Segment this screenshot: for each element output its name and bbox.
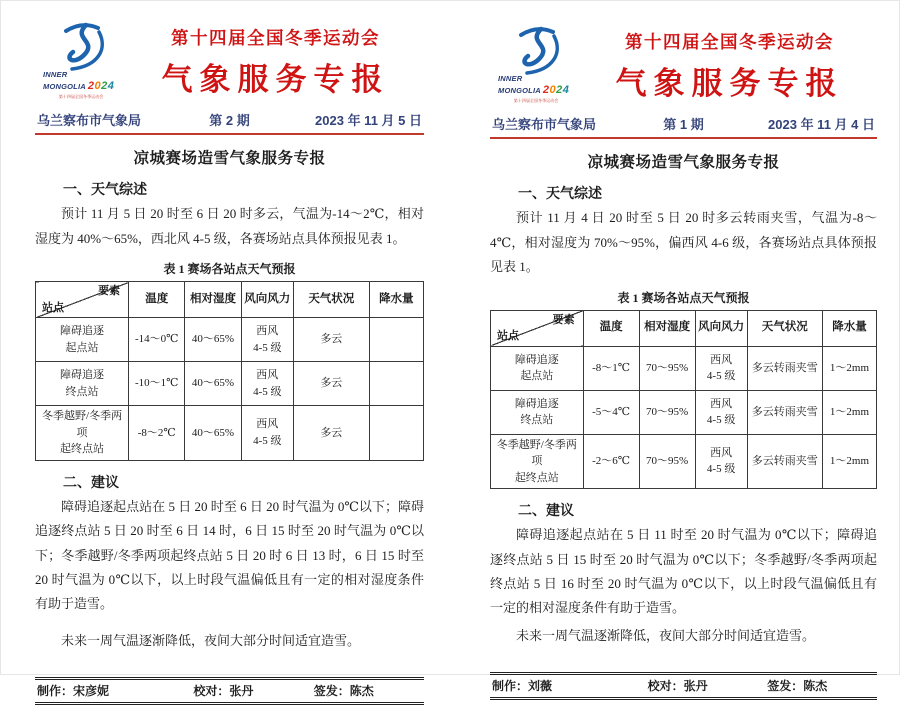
issue-info-row bbox=[35, 110, 424, 135]
precipitation-cell: 1～2mm bbox=[822, 346, 876, 390]
logo-wordmark bbox=[43, 71, 127, 92]
masthead-titles bbox=[582, 21, 877, 103]
event-title: 第十四届全国冬季运动会 bbox=[171, 28, 380, 48]
logo-inner-text: INNER bbox=[498, 74, 523, 83]
advice-paragraph: 障碍追逐起点站在 5 日 11 时至 20 时气温为 0℃以下；障碍追逐终点站 5 日 15 时至 20 时气温为 0℃以下；冬季越野/冬季两项起终点站 5 日 16 时至 20 时气温为 0℃以下，以上时段气温偏低且有一定的相对湿度条件有助于造雪。 bbox=[490, 527, 877, 616]
col-header-temperature: 温度 bbox=[129, 282, 185, 318]
wind-cell: 西风 4-5 级 bbox=[695, 390, 747, 434]
station-cell: 障碍追逐 起点站 bbox=[491, 346, 584, 390]
event-title: 第十四届全国冬季运动会 bbox=[625, 32, 834, 52]
issue-number: 第 1 期 bbox=[663, 117, 704, 133]
wind-cell: 西风 4-5 级 bbox=[241, 406, 293, 461]
precipitation-cell bbox=[369, 406, 423, 461]
humidity-cell: 70～95% bbox=[639, 434, 695, 489]
forecast-table bbox=[35, 281, 424, 461]
weather-cell: 多云转雨夹雪 bbox=[747, 434, 822, 489]
signer-credit: 签发：陈杰 bbox=[313, 684, 374, 699]
bulletin-page-issue-2 bbox=[1, 1, 450, 699]
humidity-cell: 70～95% bbox=[639, 346, 695, 390]
temperature-cell: -5～4℃ bbox=[583, 390, 639, 434]
weather-cell: 多云 bbox=[293, 318, 369, 362]
weather-cell: 多云 bbox=[293, 406, 369, 461]
table-row bbox=[36, 362, 424, 406]
col-header-weather: 天气状况 bbox=[293, 282, 369, 318]
col-header-wind: 风向风力 bbox=[241, 282, 293, 318]
precipitation-cell: 1～2mm bbox=[822, 390, 876, 434]
snowflake-calligraphy-icon bbox=[507, 23, 565, 75]
weather-summary-paragraph: 预计 11 月 4 日 20 时至 5 日 20 时多云转雨夹雪，气温为-8～4℃，相对湿度为 70%～95%，偏西风 4-6 级，各赛场站点具体预报见表 1。 bbox=[490, 210, 877, 275]
signer-credit: 签发：陈杰 bbox=[767, 679, 828, 694]
precipitation-cell: 1～2mm bbox=[822, 434, 876, 489]
table-row bbox=[491, 346, 877, 390]
proofreader-credit: 校对：张丹 bbox=[647, 679, 708, 694]
bulletin-title: 气象服务专报 bbox=[161, 62, 390, 97]
issue-info-row bbox=[490, 114, 877, 139]
wind-cell: 西风 4-5 级 bbox=[695, 346, 747, 390]
maker-credit: 制作：刘薇 bbox=[492, 679, 553, 694]
humidity-cell: 40～65% bbox=[185, 406, 241, 461]
corner-station-label: 站点 bbox=[497, 330, 519, 343]
snowflake-calligraphy-icon bbox=[52, 19, 110, 71]
games-logo bbox=[490, 21, 582, 104]
section-advice-heading: 二、建议 bbox=[518, 502, 574, 519]
temperature-cell: -8～2℃ bbox=[129, 406, 185, 461]
humidity-cell: 70～95% bbox=[639, 390, 695, 434]
bulletin-page-issue-1 bbox=[450, 1, 899, 694]
station-cell: 障碍追逐 终点站 bbox=[491, 390, 584, 434]
issue-date: 2023 年 11 月 4 日 bbox=[768, 117, 875, 133]
logo-subtitle: 第十四届全国冬季运动会 bbox=[513, 98, 559, 104]
table-row bbox=[36, 406, 424, 461]
signature-footer bbox=[35, 677, 424, 705]
station-cell: 冬季越野/冬季两项 起终点站 bbox=[36, 406, 129, 461]
logo-mongolia-text: MONGOLIA bbox=[43, 81, 86, 91]
logo-mongolia-text: MONGOLIA bbox=[498, 85, 541, 95]
corner-factor-label: 要素 bbox=[98, 285, 121, 298]
col-header-humidity: 相对湿度 bbox=[185, 282, 241, 318]
section-weather-summary-heading: 一、天气综述 bbox=[518, 185, 602, 202]
document-title: 凉城赛场造雪气象服务专报 bbox=[587, 154, 780, 172]
logo-inner-text: INNER bbox=[43, 70, 68, 79]
agency-name: 乌兰察布市气象局 bbox=[37, 113, 142, 129]
issue-date: 2023 年 11 月 5 日 bbox=[315, 113, 422, 129]
col-header-weather: 天气状况 bbox=[747, 310, 822, 346]
corner-station-label: 站点 bbox=[42, 301, 64, 314]
table-corner-cell bbox=[36, 282, 129, 318]
logo-subtitle: 第十四届全国冬季运动会 bbox=[58, 94, 104, 100]
station-cell: 冬季越野/冬季两项 起终点站 bbox=[491, 434, 584, 489]
temperature-cell: -10～1℃ bbox=[129, 362, 185, 406]
outlook-paragraph: 未来一周气温逐渐降低，夜间大部分时间适宜造雪。 bbox=[61, 632, 361, 648]
weather-summary-paragraph: 预计 11 月 5 日 20 时至 6 日 20 时多云，气温为-14～2℃，相对湿度为 40%～65%，西北风 4-5 级，各赛场站点具体预报见表 1。 bbox=[35, 206, 424, 246]
table-header-row bbox=[36, 282, 424, 318]
col-header-precipitation: 降水量 bbox=[369, 282, 423, 318]
col-header-temperature: 温度 bbox=[583, 310, 639, 346]
humidity-cell: 40～65% bbox=[185, 318, 241, 362]
station-cell: 障碍追逐 终点站 bbox=[36, 362, 129, 406]
temperature-cell: -2～6℃ bbox=[583, 434, 639, 489]
col-header-precipitation: 降水量 bbox=[822, 310, 876, 346]
table-caption: 表 1 赛场各站点天气预报 bbox=[163, 262, 296, 277]
wind-cell: 西风 4-5 级 bbox=[695, 434, 747, 489]
logo-year: 2024 bbox=[87, 79, 115, 92]
temperature-cell: -8～1℃ bbox=[583, 346, 639, 390]
wind-cell: 西风 4-5 级 bbox=[241, 362, 293, 406]
humidity-cell: 40～65% bbox=[185, 362, 241, 406]
table-caption: 表 1 赛场各站点天气预报 bbox=[617, 290, 750, 305]
outlook-paragraph: 未来一周气温逐渐降低，夜间大部分时间适宜造雪。 bbox=[516, 627, 816, 643]
weather-cell: 多云转雨夹雪 bbox=[747, 390, 822, 434]
maker-credit: 制作：宋彦妮 bbox=[37, 684, 110, 699]
document-title: 凉城赛场造雪气象服务专报 bbox=[133, 150, 326, 168]
table-row bbox=[36, 318, 424, 362]
bulletin-title: 气象服务专报 bbox=[615, 66, 844, 101]
logo-year: 2024 bbox=[542, 83, 570, 96]
table-row bbox=[491, 434, 877, 489]
proofreader-credit: 校对：张丹 bbox=[193, 684, 254, 699]
advice-paragraph: 障碍追逐起点站在 5 日 20 时至 6 日 20 时气温为 0℃以下；障碍追逐终点站 5 日 20 时至 6 日 14 时，6 日 15 时至 20 时气温为 0℃以下；冬季越野/冬季两项起终点站 5 日 20 时 6 日 13 时，6 日 15 时至 20 时气温为 0℃以下，以上时段气温偏低且有一定的相对湿度条件有助于造雪。 bbox=[35, 498, 424, 612]
section-advice-heading: 二、建议 bbox=[63, 473, 119, 490]
weather-cell: 多云 bbox=[293, 362, 369, 406]
col-header-wind: 风向风力 bbox=[695, 310, 747, 346]
masthead bbox=[490, 21, 877, 104]
wind-cell: 西风 4-5 级 bbox=[241, 318, 293, 362]
forecast-table bbox=[490, 310, 877, 490]
table-row bbox=[491, 390, 877, 434]
section-weather-summary-heading: 一、天气综述 bbox=[63, 181, 147, 198]
games-logo bbox=[35, 17, 127, 100]
issue-number: 第 2 期 bbox=[209, 113, 250, 129]
precipitation-cell bbox=[369, 362, 423, 406]
weather-cell: 多云转雨夹雪 bbox=[747, 346, 822, 390]
station-cell: 障碍追逐 起点站 bbox=[36, 318, 129, 362]
col-header-humidity: 相对湿度 bbox=[639, 310, 695, 346]
temperature-cell: -14～0℃ bbox=[129, 318, 185, 362]
masthead bbox=[35, 17, 424, 100]
masthead-titles bbox=[127, 17, 424, 99]
table-header-row bbox=[491, 310, 877, 346]
logo-wordmark bbox=[498, 75, 582, 96]
agency-name: 乌兰察布市气象局 bbox=[492, 117, 597, 133]
corner-factor-label: 要素 bbox=[552, 313, 575, 326]
table-corner-cell bbox=[491, 310, 584, 346]
precipitation-cell bbox=[369, 318, 423, 362]
signature-footer bbox=[490, 672, 877, 700]
